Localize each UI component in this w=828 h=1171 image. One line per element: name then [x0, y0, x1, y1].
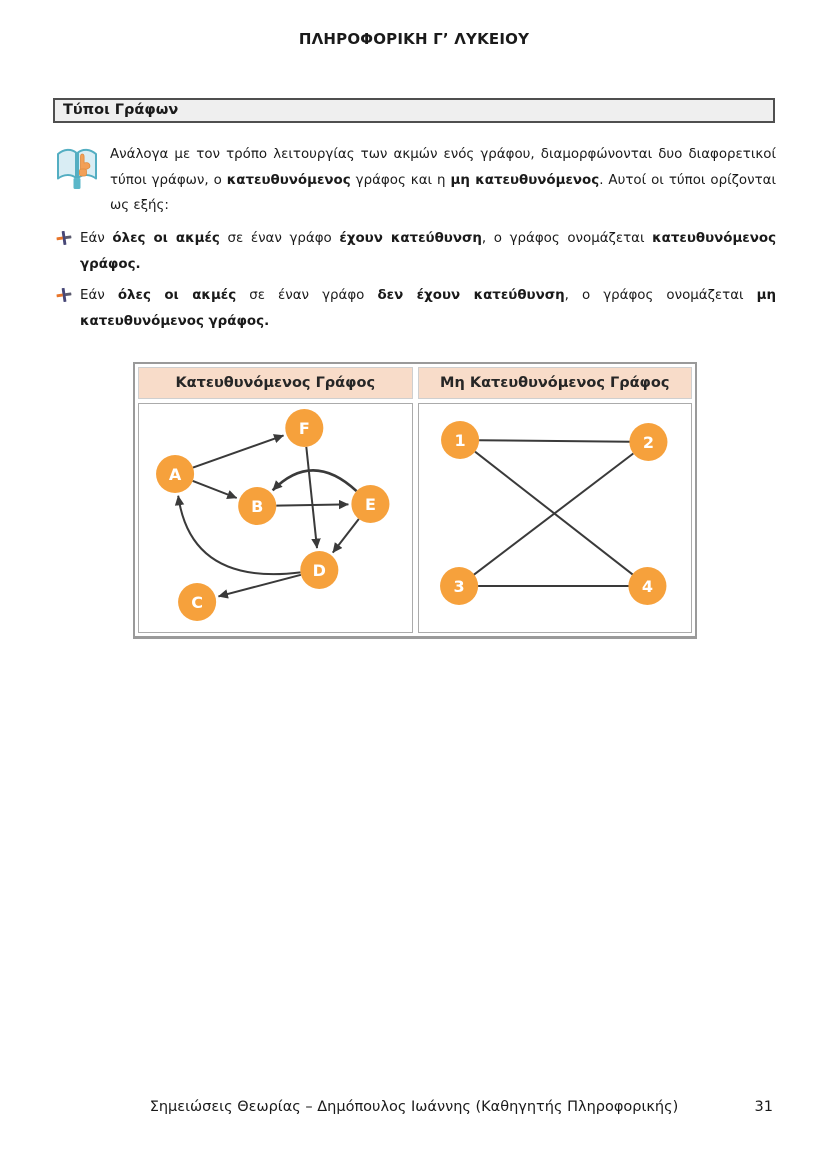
graph-edge-E-B: [273, 470, 357, 491]
graph-types-figure: [133, 362, 697, 639]
graph-node-label-B: B: [251, 497, 264, 516]
graph-edge-E-D: [333, 519, 359, 553]
page-title: ΠΛΗΡΟΦΟΡΙΚΗ Γ’ ΛΥΚΕΙΟΥ: [298, 30, 530, 48]
graph-node-label-F: F: [298, 419, 310, 438]
undirected-graph-header: Μη Κατευθυνόμενος Γράφος: [418, 367, 693, 399]
directed-graph-header: Κατευθυνόμενος Γράφος: [138, 367, 413, 399]
page-number: 31: [754, 1099, 773, 1115]
graph-node-label-1: 1: [453, 431, 466, 450]
graph-edge-1-2: [479, 440, 630, 442]
graph-edge-A-F: [193, 435, 284, 467]
section-title-label: Τύποι Γράφων: [63, 102, 179, 118]
bullet-item: Εάν όλες οι ακμές σε έναν γράφο δεν έχουν κατεύθυνση, ο γράφος ονομάζεται μη κατευθυνόμενος γράφος.: [80, 288, 777, 329]
graph-node-label-3: 3: [452, 577, 465, 596]
graph-edge-F-D: [306, 447, 317, 548]
undirected-graph-panel: [418, 403, 693, 633]
graph-node-label-E: E: [364, 495, 376, 514]
graph-edge-A-B: [193, 481, 237, 498]
plus-bullet-icon: [56, 287, 72, 303]
undirected-graph-svg: [419, 404, 692, 632]
open-book-icon: [55, 142, 99, 194]
graph-node-label-A: A: [168, 465, 182, 484]
graph-edge-D-C: [218, 575, 300, 597]
graph-node-label-4: 4: [641, 577, 653, 596]
directed-graph-panel: [138, 403, 413, 633]
graph-node-label-D: D: [312, 561, 326, 580]
plus-bullet-icon-svg: [56, 230, 72, 246]
figure-grid: [138, 367, 692, 633]
plus-bullet-icon: [56, 230, 72, 246]
plus-bullet-icon-svg: [56, 287, 72, 303]
directed-graph-svg: [139, 404, 412, 632]
section-title-box: [53, 98, 775, 123]
graph-node-label-C: C: [191, 593, 203, 612]
bullet-item: Εάν όλες οι ακμές σε έναν γράφο έχουν κατεύθυνση, ο γράφος ονομάζεται κατευθυνόμενος γράφος.: [80, 231, 777, 272]
footer-text: Σημειώσεις Θεωρίας – Δημόπουλος Ιωάννης (Καθηγητής Πληροφορικής): [149, 1099, 679, 1115]
open-book-icon-svg: [55, 142, 99, 192]
graph-node-label-2: 2: [642, 433, 654, 452]
intro-paragraph: Ανάλογα με τον τρόπο λειτουργίας των ακμών ενός γράφου, διαμορφώνονται δυο διαφορετικοί τύποι γράφων, ο κατευθυνόμενος γράφος και η μη κατευθυνόμενος. Αυτοί οι τύποι ορίζονται ως εξής:: [110, 147, 777, 213]
